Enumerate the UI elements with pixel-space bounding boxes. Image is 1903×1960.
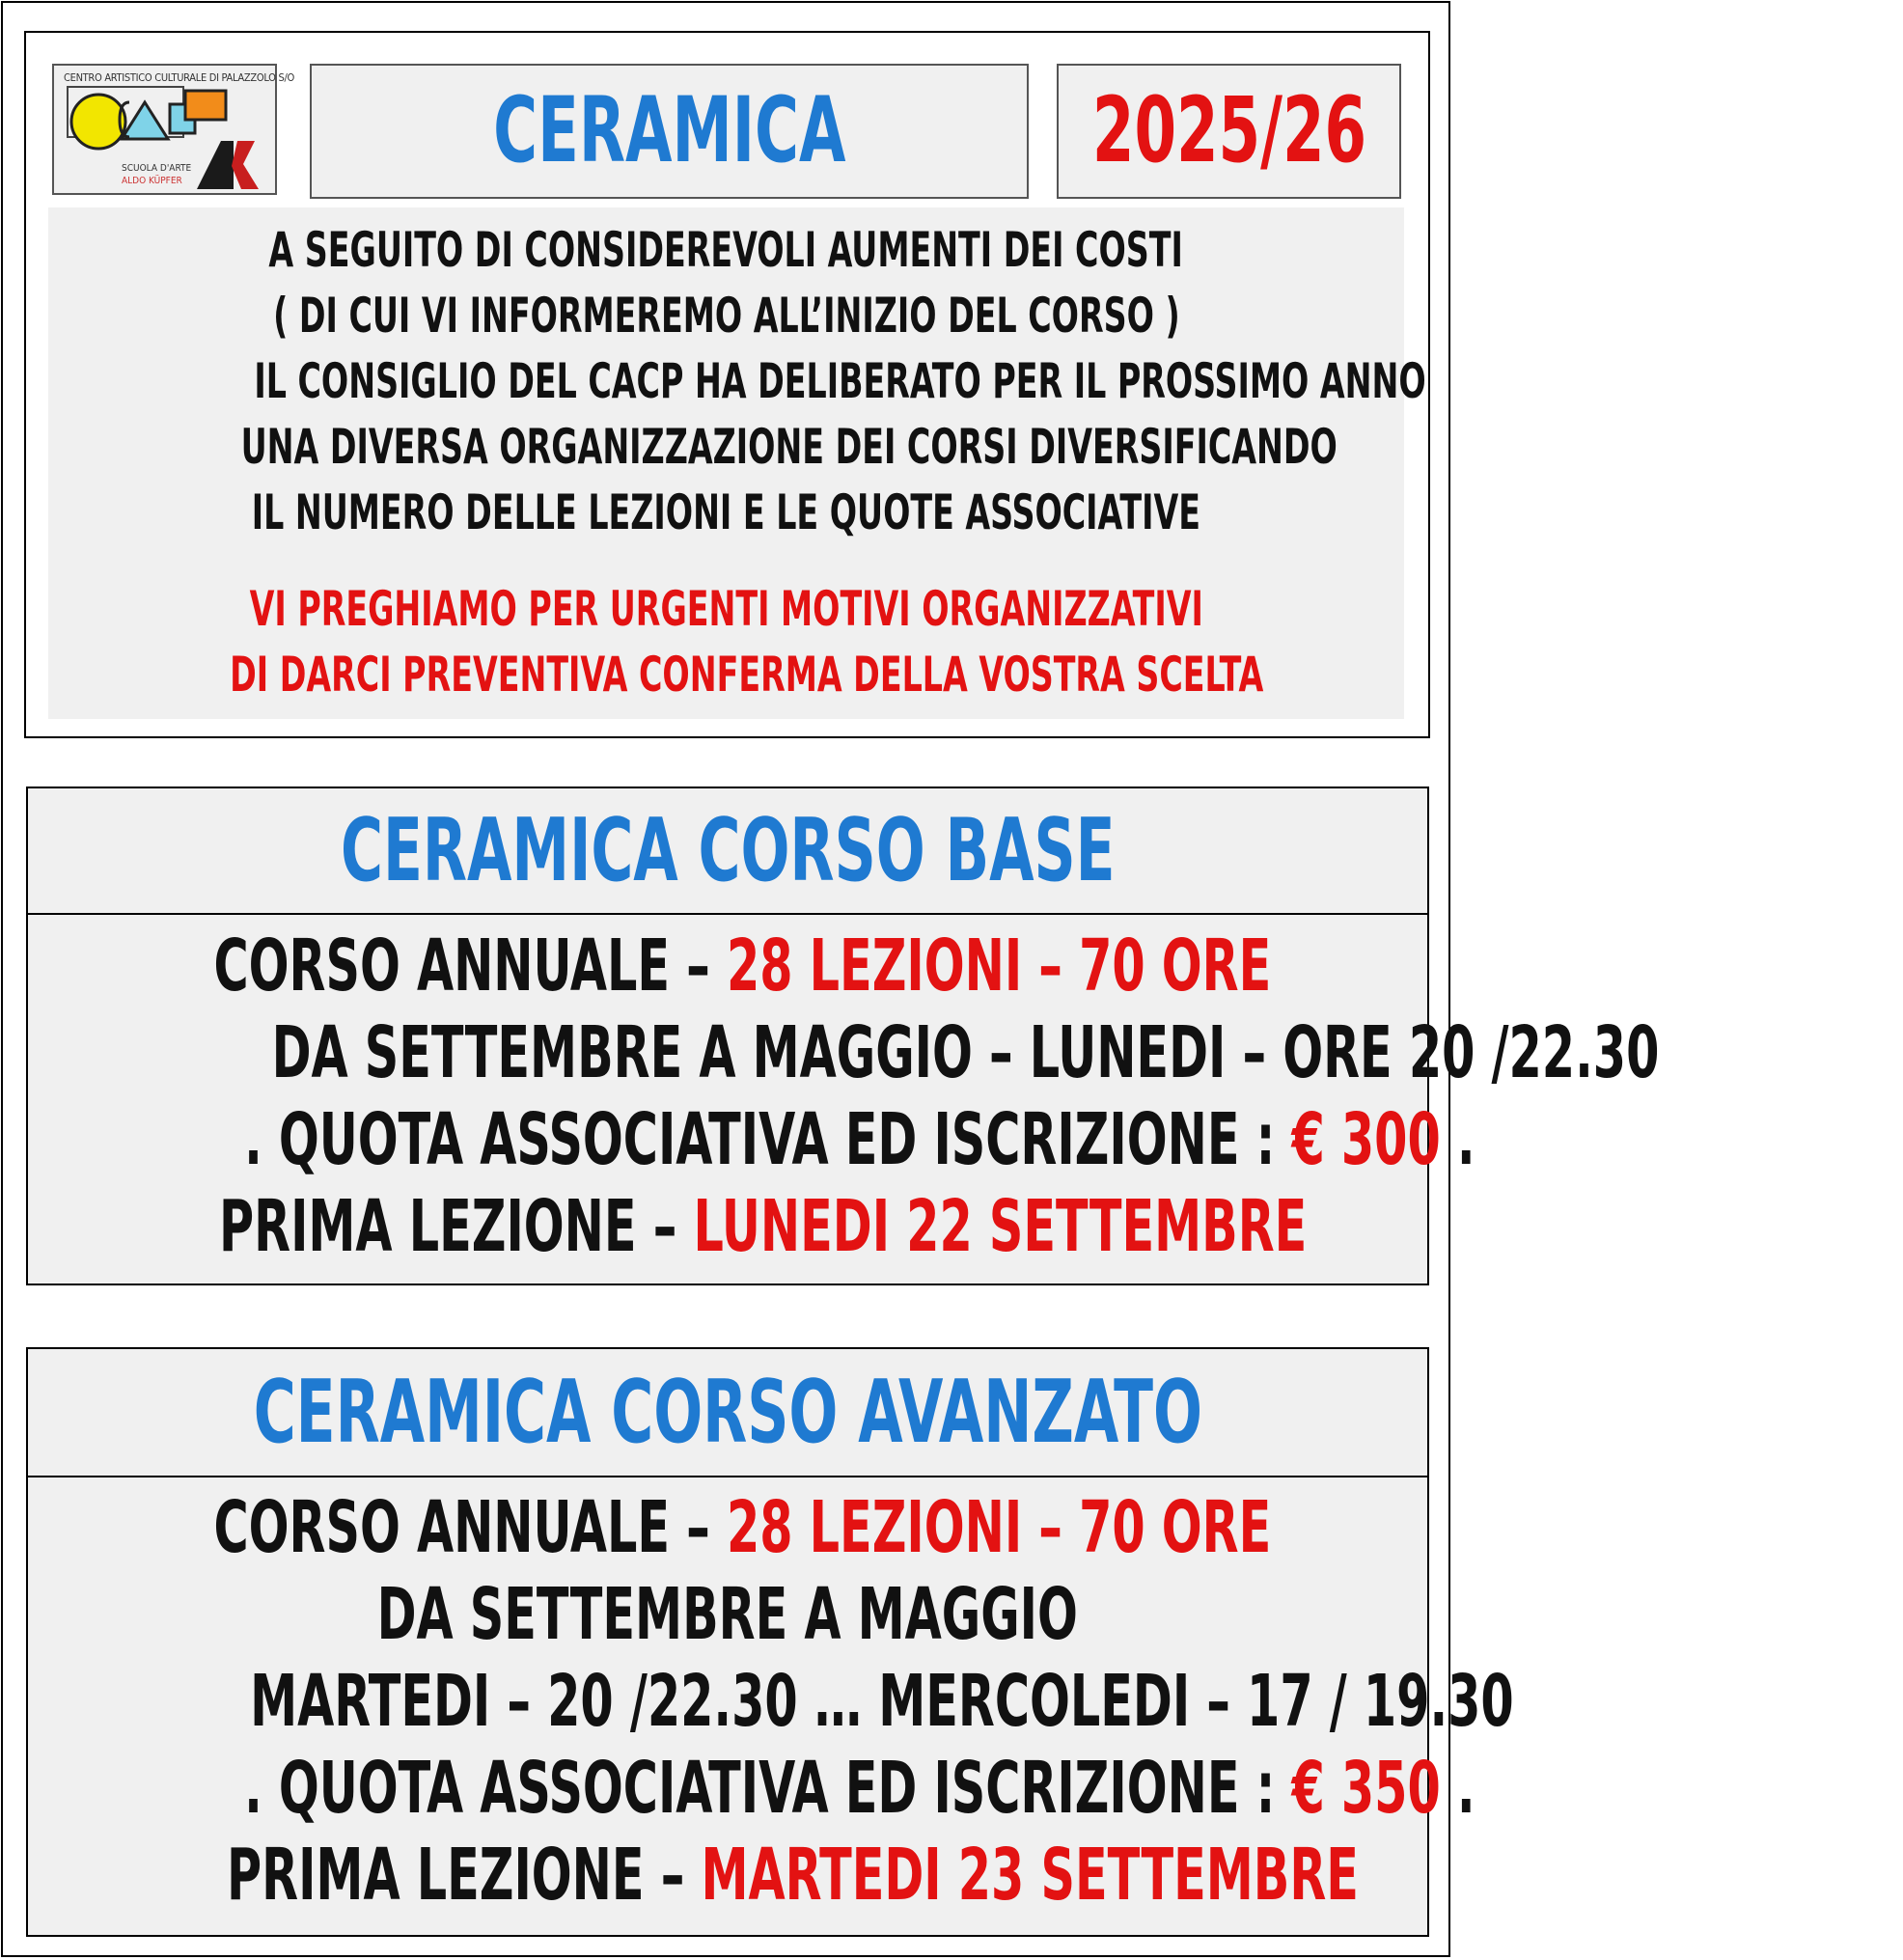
urgent-line: VI PREGHIAMO PER URGENTI MOTIVI ORGANIZZATIVI xyxy=(249,581,1203,637)
course-base-schedule: DA SETTEMBRE A MAGGIO – LUNEDI – ORE 20 /22.30 xyxy=(271,1011,1660,1094)
logo-school-name: ALDO KÜPFER xyxy=(122,176,182,186)
course-base-title: CERAMICA CORSO BASE xyxy=(340,799,1116,901)
notice-line: UNA DIVERSA ORGANIZZAZIONE DEI CORSI DIVERSIFICANDO xyxy=(240,419,1338,475)
course-base-header xyxy=(28,788,1427,915)
notice-line: A SEGUITO DI CONSIDEREVOLI AUMENTI DEI COSTI xyxy=(268,222,1184,278)
course-advanced-title: CERAMICA CORSO AVANZATO xyxy=(253,1361,1202,1463)
course-base-duration: CORSO ANNUALE – 28 LEZIONI – 70 ORE xyxy=(213,925,1272,1008)
urgent-line: DI DARCI PREVENTIVA CONFERMA DELLA VOSTRA SCELTA xyxy=(230,647,1264,703)
notice-panel xyxy=(48,207,1426,719)
course-advanced-panel xyxy=(26,1347,1514,1937)
course-advanced-duration: CORSO ANNUALE – 28 LEZIONI – 70 ORE xyxy=(213,1486,1272,1569)
notice-line: IL CONSIGLIO DEL CACP HA DELIBERATO PER IL PROSSIMO ANNO xyxy=(254,353,1426,409)
course-base-panel xyxy=(26,787,1660,1285)
course-advanced-header xyxy=(28,1349,1427,1477)
notice-line: IL NUMERO DELLE LEZIONI E LE QUOTE ASSOCIATIVE xyxy=(251,484,1201,540)
course-advanced-first-lesson: PRIMA LEZIONE – MARTEDI 23 SETTEMBRE xyxy=(227,1834,1359,1917)
course-advanced-schedule: MARTEDI – 20 /22.30 … MERCOLEDI – 17 / 19.30 xyxy=(250,1660,1514,1743)
logo-school-text xyxy=(122,162,191,187)
course-base-first-lesson: PRIMA LEZIONE – LUNEDI 22 SETTEMBRE xyxy=(219,1185,1308,1268)
course-advanced-fee: . QUOTA ASSOCIATIVA ED ISCRIZIONE : € 350 . xyxy=(244,1747,1476,1830)
logo-caption: CENTRO ARTISTICO CULTURALE DI PALAZZOLO S/O xyxy=(64,71,294,84)
logo-school: SCUOLA D'ARTE xyxy=(122,163,192,174)
title-box xyxy=(310,64,1029,199)
page-title: CERAMICA xyxy=(492,78,846,183)
cacp-logo xyxy=(52,64,294,195)
year-label: 2025/26 xyxy=(1091,78,1366,183)
year-box xyxy=(1057,64,1401,199)
course-base-fee: . QUOTA ASSOCIATIVA ED ISCRIZIONE : € 300 . xyxy=(244,1098,1476,1181)
notice-line: ( DI CUI VI INFORMEREMO ALL’INIZIO DEL CORSO ) xyxy=(272,288,1180,344)
course-advanced-period: DA SETTEMBRE A MAGGIO xyxy=(376,1573,1079,1656)
